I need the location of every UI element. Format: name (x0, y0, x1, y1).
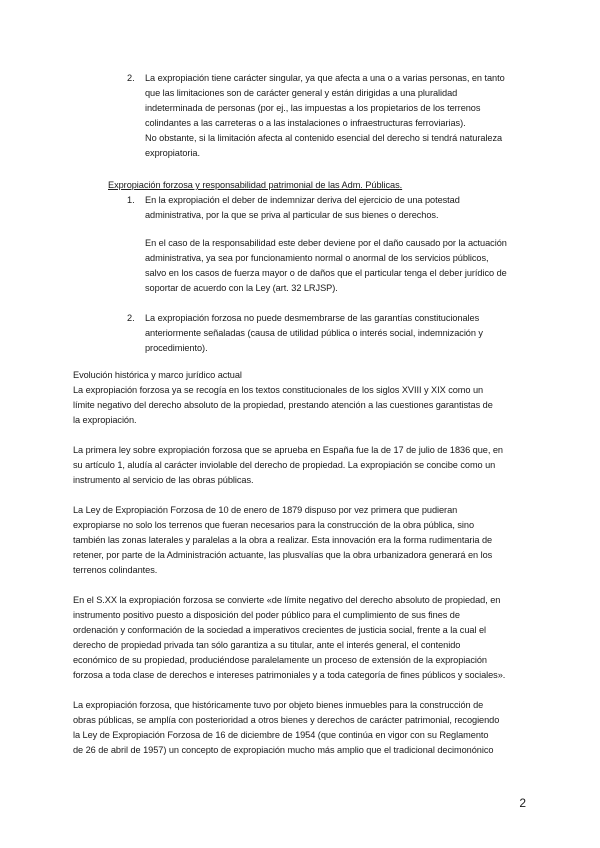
list-item-number: 2. (127, 73, 135, 83)
list-item-line: indeterminada de personas (por ej., las impuestas a los propietarios de los terrenos (145, 103, 481, 113)
paragraph-line: también las zonas laterales y paralelas a la obra a realizar. Esta innovación era la forma rudimentaria de (73, 535, 493, 545)
paragraph-line: instrumento positivo puesto a disposición del poder público para el cumplimiento de sus fines de (73, 610, 460, 620)
list-item-line: que las limitaciones son de carácter general y están dirigidas a una pluralidad (145, 88, 458, 98)
paragraph-line: forzosa a toda clase de derechos e intereses patrimoniales y a toda categoría de fines públicos y sociales». (73, 670, 506, 680)
paragraph-line: expropiarse no solo los terrenos que fueran necesarios para la construcción de la obra pública, sino (73, 520, 475, 530)
paragraph-line: la Ley de Expropiación Forzosa de 16 de diciembre de 1954 (que continúa en vigor con su Reglamento (73, 730, 489, 740)
paragraph-line: económico de su propiedad, produciéndose paralelamente un proceso de extensión de la expropiación (73, 655, 487, 665)
paragraph-line: ordenación y conformación de la sociedad a imperativos crecientes de justicia social, frente a la cual el (73, 625, 487, 635)
paragraph-line: derecho de propiedad privada tan sólo garantiza a su titular, ante el interés general, el contenido (73, 640, 461, 650)
list-item-number: 2. (127, 313, 135, 323)
paragraph-line: terrenos colindantes. (73, 565, 158, 575)
paragraph-line: La expropiación forzosa ya se recogía en los textos constitucionales de los siglos XVIII y XIX como un (73, 385, 484, 395)
list-item-line: expropiatoria. (145, 148, 200, 158)
paragraph-line: retener, por parte de la Administración actuante, las plusvalías que la obra urbanizadora generará en los (73, 550, 493, 560)
list-item-line: soportar de acuerdo con la Ley (art. 32 LRJSP). (145, 283, 338, 293)
list-item-line: La expropiación tiene carácter singular, ya que afecta a una o a varias personas, en tanto (145, 73, 505, 83)
list-item-line: salvo en los casos de fuerza mayor o de daños que el particular tenga el deber jurídico de (145, 268, 507, 278)
paragraph-line: En el S.XX la expropiación forzosa se convierte «de límite negativo del derecho absoluto de propiedad, en (73, 595, 501, 605)
paragraph-line: La primera ley sobre expropiación forzosa que se aprueba en España fue la de 17 de julio de 1836 que, en (73, 445, 503, 455)
paragraph-line: su artículo 1, aludía al carácter inviolable del derecho de propiedad. La expropiación se concibe como un (73, 460, 496, 470)
paragraph-line: de 26 de abril de 1957) un concepto de expropiación mucho más amplio que el tradicional decimonónico (73, 745, 494, 755)
paragraph-line: la expropiación. (73, 415, 137, 425)
list-item-line: administrativa, ya sea por funcionamiento normal o anormal de los servicios públicos, (145, 253, 489, 263)
evolution-heading: Evolución histórica y marco jurídico actual (73, 370, 242, 380)
list-item-number: 1. (127, 195, 135, 205)
section-heading: Expropiación forzosa y responsabilidad patrimonial de las Adm. Públicas. (108, 180, 403, 190)
list-item-line: En el caso de la responsabilidad este deber deviene por el daño causado por la actuación (145, 238, 507, 248)
list-item-line: La expropiación forzosa no puede desmembrarse de las garantías constitucionales (145, 313, 480, 323)
list-item-line: En la expropiación el deber de indemnizar deriva del ejercicio de una potestad (145, 195, 460, 205)
list-item-line: procedimiento). (145, 343, 208, 353)
paragraph-line: La expropiación forzosa, que históricamente tuvo por objeto bienes inmuebles para la construcción de (73, 700, 484, 710)
list-item-line: No obstante, si la limitación afecta al contenido esencial del derecho si tendrá naturaleza (145, 133, 503, 143)
page-number: 2 (519, 796, 526, 810)
paragraph-line: obras públicas, se amplía con posterioridad a otros bienes y derechos de carácter patrimonial, recogiendo (73, 715, 500, 725)
list-item-line: colindantes a las carreteras o a las instalaciones o infraestructuras ferroviarias). (145, 118, 466, 128)
paragraph-line: límite negativo del derecho absoluto de la propiedad, prestando atención a las cuestiones garantistas de (73, 400, 493, 410)
list-item-line: anteriormente señaladas (causa de utilidad pública o interés social, indemnización y (145, 328, 483, 338)
paragraph-line: instrumento al servicio de las obras públicas. (73, 475, 254, 485)
list-item-line: administrativa, por la que se priva al particular de sus bienes o derechos. (145, 210, 439, 220)
paragraph-line: La Ley de Expropiación Forzosa de 10 de enero de 1879 dispuso por vez primera que pudieran (73, 505, 458, 515)
